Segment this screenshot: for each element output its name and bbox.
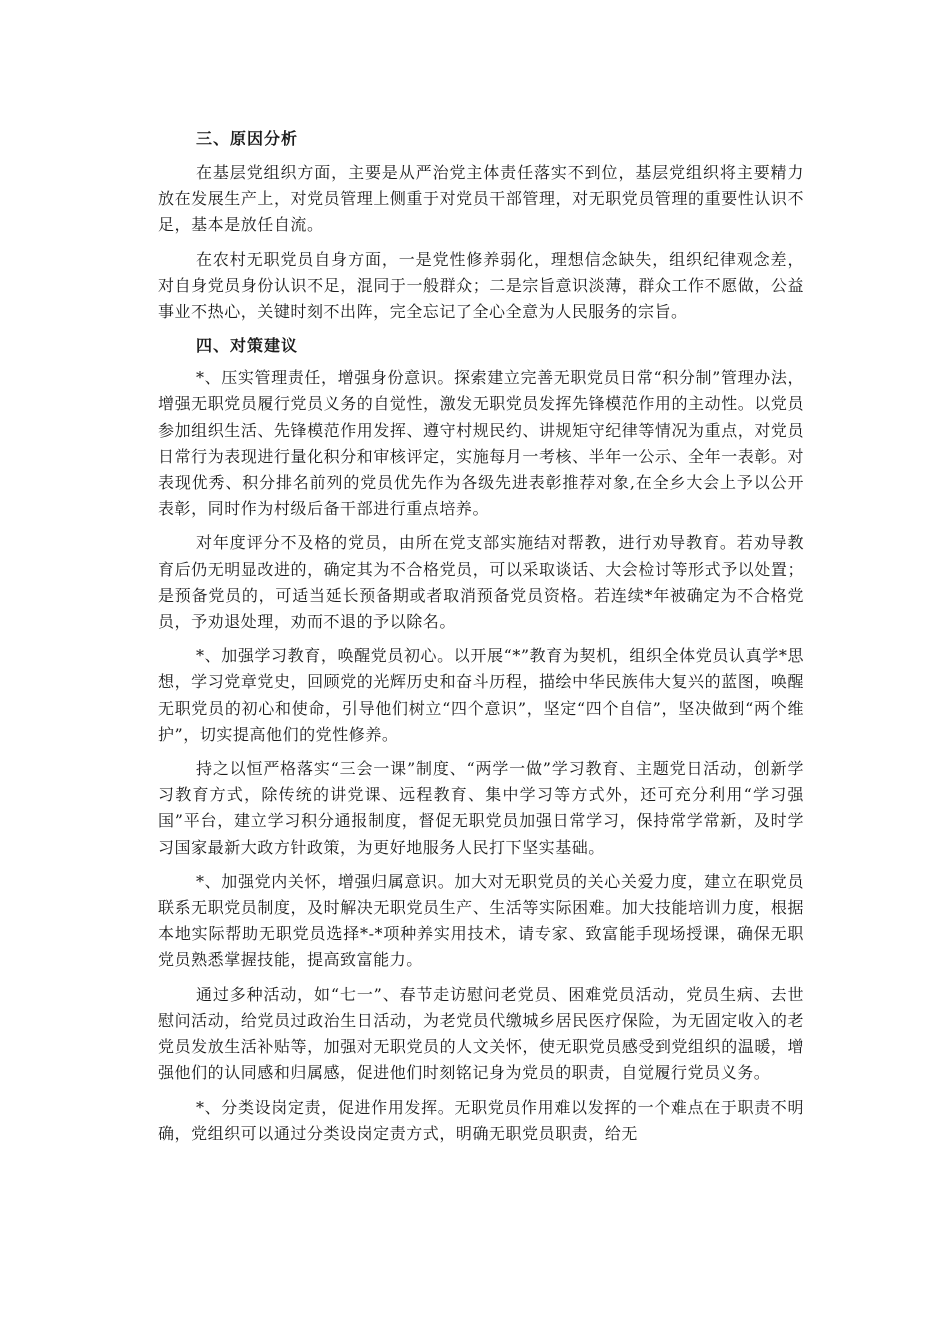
section-4-paragraph-5: *、加强党内关怀，增强归属意识。加大对无职党员的关心关爱力度，建立在职党员联系无职党员制度，及时解决无职党员生产、生活等实际困难。加大技能培训力度，根据本地实际帮助无职党员选择*-*项种养实用技术，请专家、致富能手现场授课，确保无职党员熟悉掌握技能，提高致富能力。 [158,871,804,970]
document-body [158,126,804,1155]
section-4-paragraph-4: 持之以恒严格落实“三会一课”制度、“两学一做”学习教育、主题党日活动，创新学习教育方式，除传统的讲党课、远程教育、集中学习等方式外，还可充分利用“学习强国”平台，建立学习积分通报制度，督促无职党员加强日常学习，保持常学常新，及时学习国家最新大政方针政策，为更好地服务人民打下坚实基础。 [158,759,804,857]
section-4-heading: 四、对策建议 [196,336,299,356]
section-4-paragraph-3: *、加强学习教育，唤醒党员初心。以开展“*”教育为契机，组织全体党员认真学*思想，学习党章党史，回顾党的光辉历史和奋斗历程，描绘中华民族伟大复兴的蓝图，唤醒无职党员的初心和使命，引导他们树立“四个意识”，坚定“四个自信”，坚决做到“两个维护”，切实提高他们的党性修养。 [158,646,804,744]
section-4-paragraph-6: 通过多种活动，如“七一”、春节走访慰问老党员、困难党员活动，党员生病、去世慰问活动，给党员过政治生日活动，为老党员代缴城乡居民医疗保险，为无固定收入的老党员发放生活补贴等，加强对无职党员的人文关怀，使无职党员感受到党组织的温暖，增强他们的认同感和归属感，促进他们时刻铭记身为党员的职责，自觉履行党员义务。 [158,984,804,1083]
section-3-paragraph-2: 在农村无职党员自身方面，一是党性修养弱化，理想信念缺失，组织纪律观念差，对自身党员身份认识不足，混同于一般群众；二是宗旨意识淡薄，群众工作不愿做，公益事业不热心，关键时刻不出阵，完全忘记了全心全意为人民服务的宗旨。 [158,249,804,322]
section-4-paragraph-7: *、分类设岗定责，促进作用发挥。无职党员作用难以发挥的一个难点在于职责不明确，党组织可以通过分类设岗定责方式，明确无职党员职责，给无 [158,1097,804,1143]
section-3-heading: 三、原因分析 [196,129,299,148]
section-4-paragraph-2: 对年度评分不及格的党员，由所在党支部实施结对帮教，进行劝导教育。若劝导教育后仍无明显改进的，确定其为不合格党员，可以采取谈话、大会检讨等形式予以处置；是预备党员的，可适当延长预备期或者取消预备党员资格。若连续*年被确定为不合格党员，予劝退处理，劝而不退的予以除名。 [158,533,804,632]
section-3-paragraph-1: 在基层党组织方面，主要是从严治党主体责任落实不到位，基层党组织将主要精力放在发展生产上，对党员管理上侧重于对党员干部管理，对无职党员管理的重要性认识不足，基本是放任自流。 [158,163,804,235]
section-4-paragraph-1: *、压实管理责任，增强身份意识。探索建立完善无职党员日常“积分制”管理办法，增强无职党员履行党员义务的自觉性，激发无职党员发挥先锋模范作用的主动性。以党员参加组织生活、先锋模范作用发挥、遵守村规民约、讲规矩守纪律等情况为重点，对党员日常行为表现进行量化积分和审核评定，实施每月一考核、半年一公示、全年一表彰。对表现优秀、积分排名前列的党员优先作为各级先进表彰推荐对象,在全乡大会上予以公开表彰，同时作为村级后备干部进行重点培养。 [158,368,804,519]
